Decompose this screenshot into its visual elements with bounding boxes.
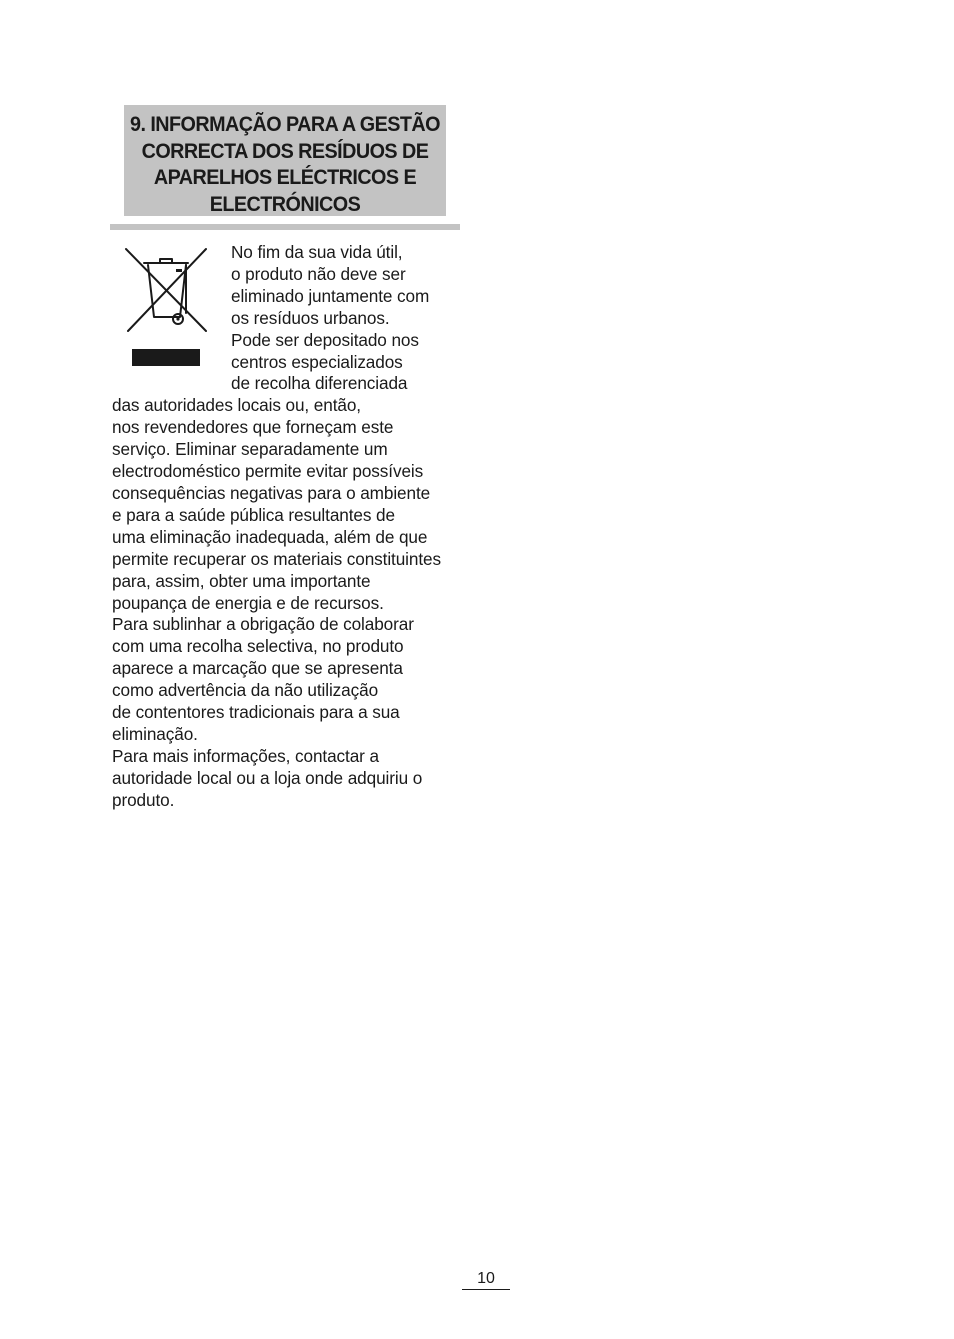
body-line: aparece a marcação que se apresenta <box>112 658 403 679</box>
header-underline-rule <box>110 224 460 230</box>
section-title-line: ELECTRÓNICOS <box>209 191 361 216</box>
body-line: uma eliminação inadequada, além de que <box>112 526 428 547</box>
body-line: Para sublinhar a obrigação de colaborar <box>112 614 414 635</box>
body-line: consequências negativas para o ambiente <box>112 482 431 503</box>
body-line: Para mais informações, contactar a <box>112 745 379 766</box>
body-line: com uma recolha selectiva, no produto <box>112 636 404 657</box>
section-title-line: 9. INFORMAÇÃO PARA A GESTÃO <box>129 112 441 136</box>
body-line: No fim da sua vida útil, <box>231 242 403 262</box>
body-line: das autoridades locais ou, então, <box>112 395 361 416</box>
body-line: electrodoméstico permite evitar possíveis <box>112 461 424 482</box>
body-line: de recolha diferenciada <box>231 373 408 394</box>
body-line: de contentores tradicionais para a sua <box>112 702 400 723</box>
section-title-line: CORRECTA DOS RESÍDUOS DE <box>141 138 429 163</box>
body-text <box>112 242 472 812</box>
body-line: centros especializados <box>231 351 403 372</box>
body-line: serviço. Eliminar separadamente um <box>112 439 388 460</box>
body-line: permite recuperar os materiais constituintes <box>112 548 441 569</box>
section-title-line: APARELHOS ELÉCTRICOS E <box>153 165 417 189</box>
body-line: nos revendedores que forneçam este <box>112 417 394 438</box>
body-line: autoridade local ou a loja onde adquiriu o <box>112 767 423 788</box>
body-line: Pode ser depositado nos <box>231 329 419 350</box>
body-line: eliminação. <box>112 723 198 744</box>
body-line: e para a saúde pública resultantes de <box>112 504 395 525</box>
body-line: produto. <box>112 789 175 810</box>
body-line: como advertência da não utilização <box>112 680 379 701</box>
section-title <box>124 105 446 216</box>
body-line: os resíduos urbanos. <box>231 307 390 328</box>
page-number: 10 <box>462 1269 510 1290</box>
body-line: o produto não deve ser <box>231 263 406 284</box>
body-line: poupança de energia e de recursos. <box>112 592 384 613</box>
section-title-lines <box>124 111 446 217</box>
body-line: para, assim, obter uma importante <box>112 570 371 591</box>
body-line: eliminado juntamente com <box>231 285 430 306</box>
